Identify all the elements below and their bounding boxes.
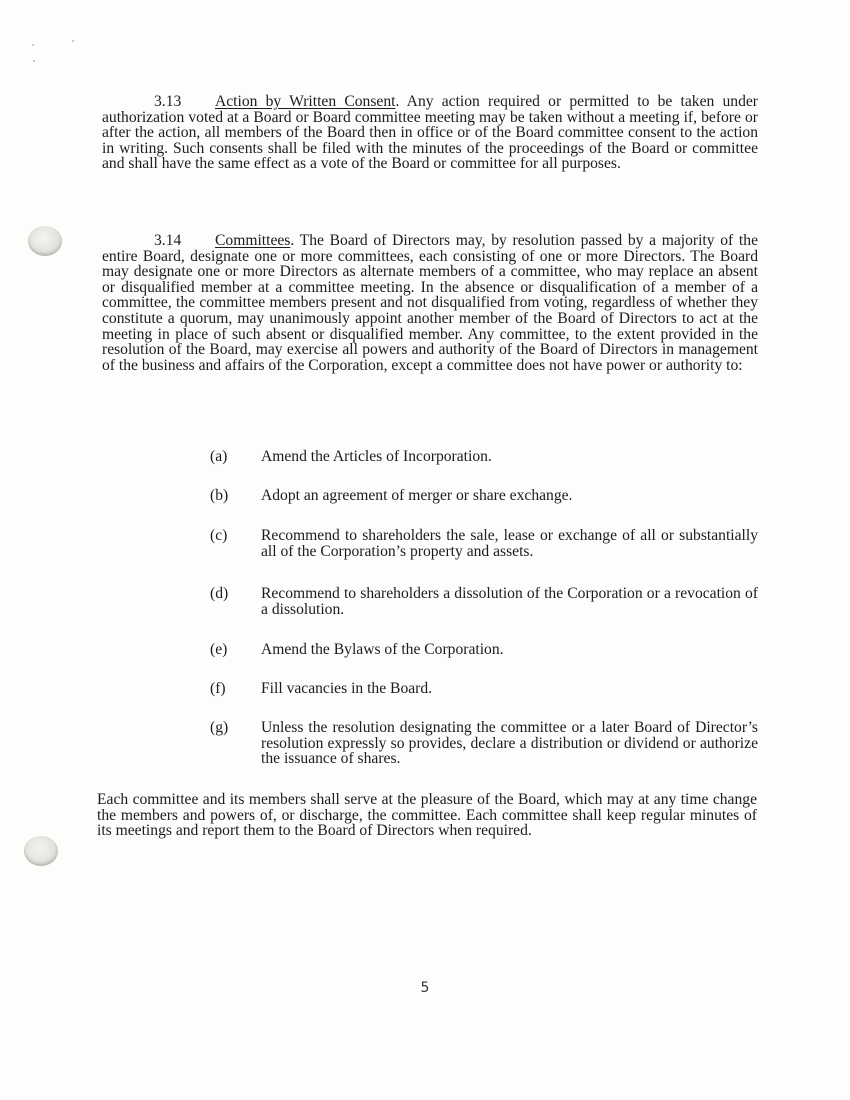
- list-item-label: (e): [210, 641, 228, 658]
- list-item-text: Amend the Articles of Incorporation.: [261, 448, 492, 465]
- section-3-14: [102, 233, 758, 373]
- scan-speck: [72, 40, 74, 42]
- hole-punch-mark: [24, 836, 58, 866]
- section-3-13-paragraph: [102, 94, 758, 172]
- section-body: . The Board of Directors may, by resolution passed by a majority of the entire Board, designate one or more committees, each consisting of one or more Directors. The Board may designate one or more Directors as alternate members of a committee, who may replace an absent or disqualified member at a committee meeting. In the absence or disqualification of a member of a committee, the committee members present and not disqualified from voting, regardless of whether they constitute a quorum, may unanimously appoint another member of the Board of Directors to act at the meeting in place of such absent or disqualified member. Any committee, to the extent provided in the resolution of the Board, may exercise all powers and authority of the Board of Directors in management of the business and affairs of the Corporation, except a committee does not have power or authority to:: [102, 232, 758, 374]
- list-item-text: Adopt an agreement of merger or share exchange.: [261, 487, 573, 504]
- section-3-14-paragraph: [102, 233, 758, 373]
- list-item-label: (b): [210, 487, 229, 504]
- section-heading: Action by Written Consent: [215, 93, 396, 110]
- scan-speck: [33, 60, 35, 62]
- hole-punch-mark: [28, 226, 62, 256]
- section-heading: Committees: [215, 232, 291, 249]
- list-item-text: Amend the Bylaws of the Corporation.: [261, 641, 504, 658]
- section-number: 3.14: [154, 232, 182, 249]
- list-item-label: (g): [210, 719, 229, 736]
- list-item-label: (c): [210, 527, 228, 544]
- list-item-text: Recommend to shareholders the sale, lease or exchange of all or substantially all of the Corporation’s property and assets.: [261, 527, 758, 560]
- section-3-13: [102, 94, 758, 172]
- list-item-text: Fill vacancies in the Board.: [261, 680, 433, 697]
- page-number: 5: [420, 980, 430, 996]
- list-item-label: (f): [210, 680, 226, 697]
- list-item-label: (a): [210, 448, 228, 465]
- list-item-text: Recommend to shareholders a dissolution of the Corporation or a revocation of a dissolution.: [261, 585, 758, 618]
- list-item-label: (d): [210, 585, 229, 602]
- section-body: . Any action required or permitted to be taken under authorization voted at a Board or Board committee meeting may be taken without a meeting if, before or after the action, all members of the Board then in office or of the Board committee consent to the action in writing. Such consents shall be filed with the minutes of the proceedings of the Board or committee and shall have the same effect as a vote of the Board or committee for all purposes.: [102, 93, 758, 173]
- scan-speck: [32, 44, 34, 46]
- list-item-text: Unless the resolution designating the committee or a later Board of Director’s resolution expressly so provides, declare a distribution or dividend or authorize the issuance of shares.: [261, 719, 758, 768]
- section-number: 3.13: [154, 93, 182, 110]
- closing-paragraph: Each committee and its members shall serve at the pleasure of the Board, which may at any time change the members and powers of, or discharge, the committee. Each committee shall keep regular minutes of its meetings and report them to the Board of Directors when required.: [97, 791, 757, 840]
